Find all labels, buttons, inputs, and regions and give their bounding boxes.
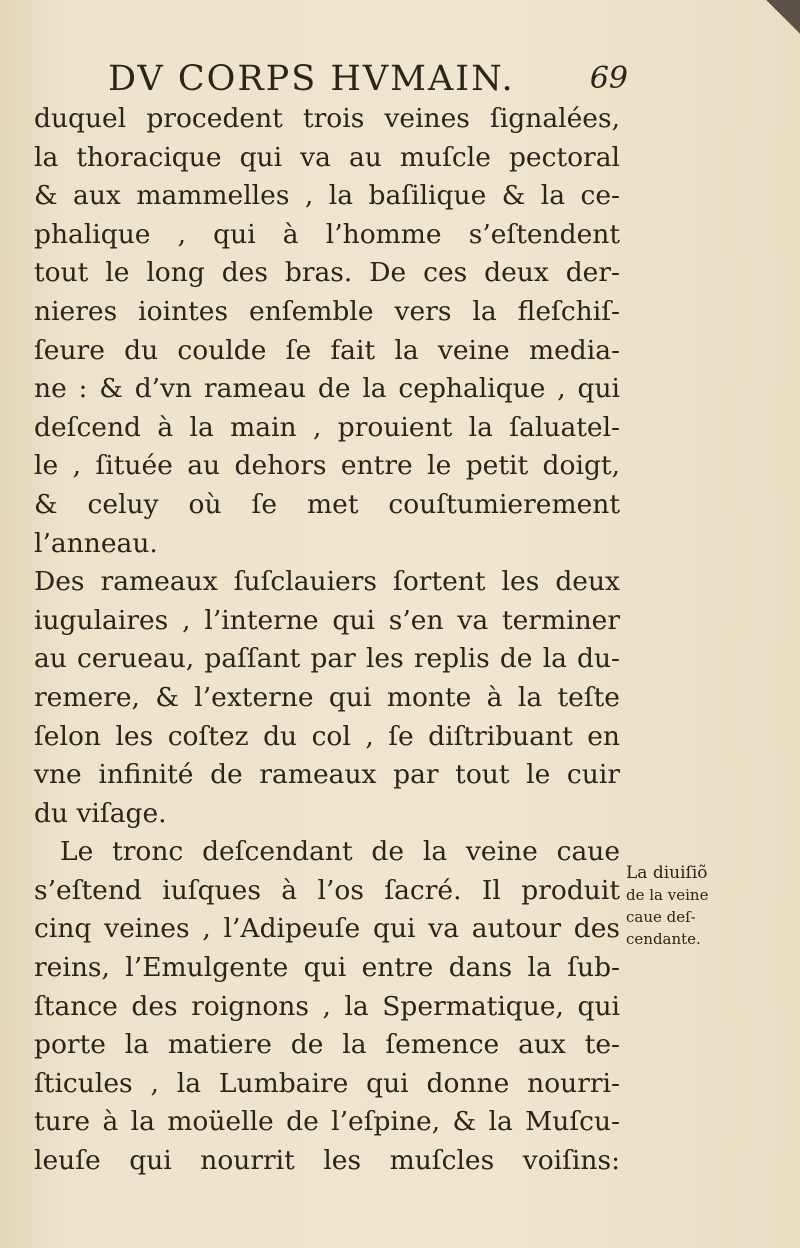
text-line: ſticules , la Lumbaire qui donne nourri- (34, 1067, 620, 1099)
page-number: 69 (589, 61, 628, 96)
text-line: tout le long des bras. De ces deux der- (34, 257, 620, 289)
margin-note-line: de la veine (626, 886, 709, 904)
text-line: ſtance des roignons , la Spermatique, qui (34, 990, 620, 1022)
text-line: Le tronc deſcendant de la veine caue (60, 836, 620, 868)
paragraph (34, 100, 620, 563)
text-line: du viſage. (34, 797, 167, 829)
text-line: & aux mammelles , la baſilique & la ce- (34, 180, 620, 212)
text-line: duquel procedent trois veines ſignalées, (34, 103, 620, 134)
margin-note (626, 862, 776, 950)
text-line: leuſe qui nourrit les muſcles voiſins: (34, 1145, 620, 1177)
text-line: remere, & l’externe qui monte à la teſte (34, 681, 620, 713)
text-line: Des rameaux ſuſclauiers ſortent les deux (34, 566, 620, 598)
torn-corner (766, 0, 800, 34)
margin-note-line: La diuiſiõ (626, 863, 708, 883)
text-line: deſcend à la main , prouient la ſaluatel- (34, 411, 620, 443)
text-line: au cerueau, paſſant par les replis de la du- (34, 643, 620, 675)
margin-note-line: caue deſ- (626, 908, 696, 926)
text-line: l’anneau. (34, 527, 158, 559)
text-line: reins, l’Emulgente qui entre dans la ſub- (34, 952, 620, 984)
text-line: ſelon les coſtez du col , ſe diſtribuant en (34, 720, 620, 752)
text-line: porte la matiere de la ſemence aux te- (34, 1029, 620, 1061)
text-line: phalique , qui à l’homme s’eſtendent (34, 218, 620, 250)
paragraph (34, 833, 620, 1180)
text-line: ture à la moüelle de l’eſpine, & la Muſcu- (34, 1106, 620, 1138)
text-line: ne : & d’vn rameau de la cephalique , qui (34, 373, 620, 405)
text-line: nieres iointes enſemble vers la fleſchiſ- (34, 295, 620, 327)
text-line: ſeure du coulde ſe fait la veine media- (34, 334, 620, 366)
body-text (34, 100, 620, 1181)
text-line: & celuy où ſe met couſtumierement (34, 488, 620, 520)
text-line: cinq veines , l’Adipeuſe qui va autour des (34, 913, 620, 945)
text-line: le , ſituée au dehors entre le petit doigt, (34, 450, 620, 482)
text-line: vne infinité de rameaux par tout le cuir (34, 759, 620, 791)
text-line: s’eſtend iuſques à l’os ſacré. Il produit (34, 874, 620, 906)
paragraph (34, 563, 620, 833)
text-line: iugulaires , l’interne qui s’en va terminer (34, 604, 620, 636)
text-line: la thoracique qui va au muſcle pectoral (34, 141, 620, 173)
page-header (108, 56, 628, 102)
running-title: DV CORPS HVMAIN. (108, 59, 515, 99)
margin-note-line: cendante. (626, 930, 701, 948)
